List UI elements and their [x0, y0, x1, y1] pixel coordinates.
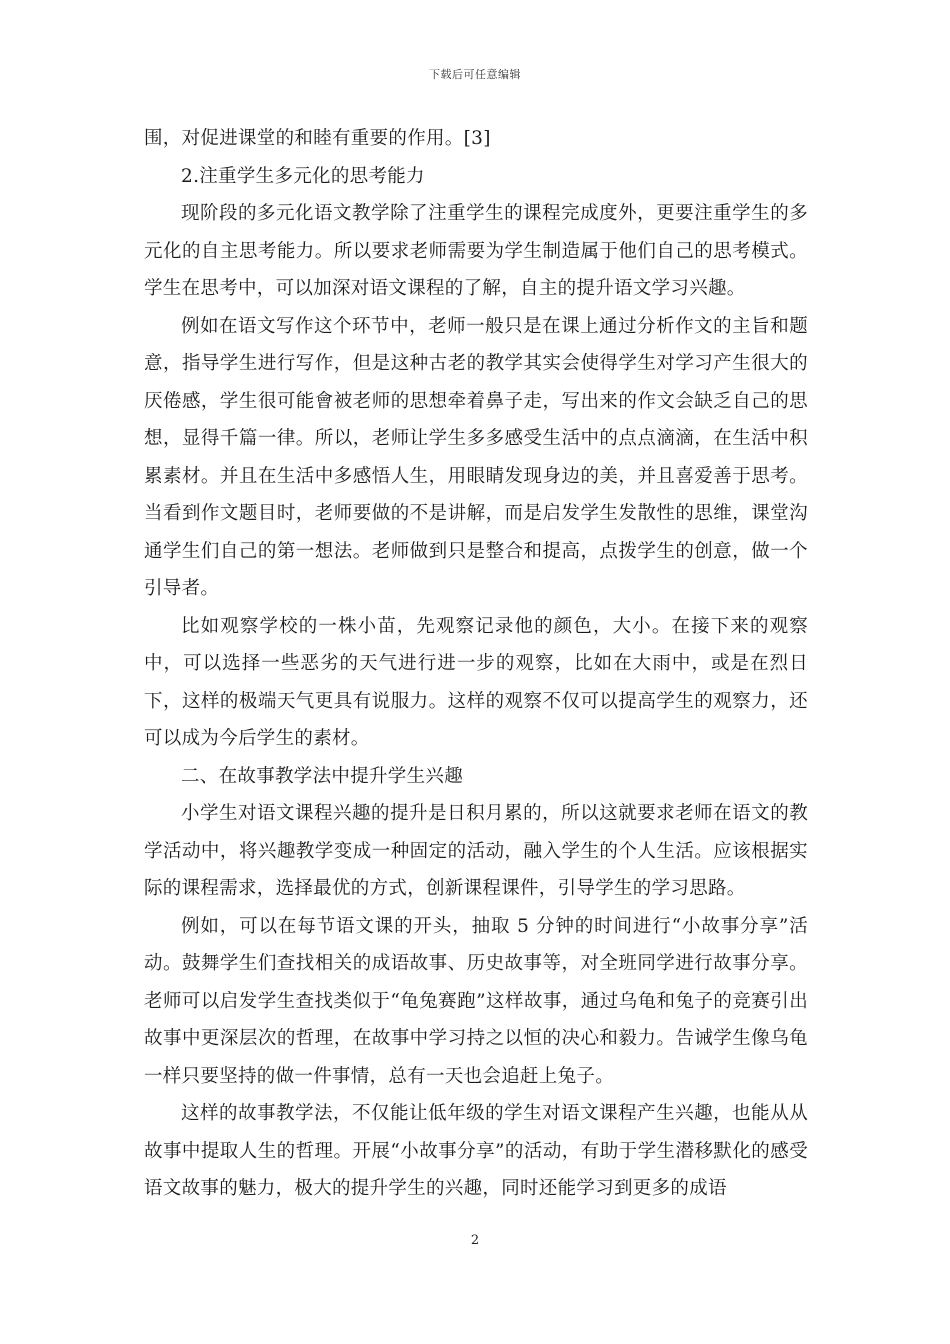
page-number: 2: [470, 1233, 480, 1248]
section-heading: 2.注重学生多元化的思考能力: [181, 165, 425, 187]
page-header: 下载后可任意编辑: [429, 68, 521, 81]
paragraph: 围，对促进课堂的和睦有重要的作用。[3]: [144, 128, 491, 149]
paragraph: 现阶段的多元化语文教学除了注重学生的课程完成度外，更要注重学生的多元化的自主思考能力。所以要求老师需要为学生制造属于他们自己的思考模式。学生在思考中，可以加深对语文课程的了解，自主的提升语文学习兴趣。: [144, 203, 808, 299]
paragraph: 小学生对语文课程兴趣的提升是日积月累的，所以这就要求老师在语文的教学活动中，将兴趣教学变成一种固定的活动，融入学生的个人生活。应该根据实际的课程需求，选择最优的方式，创新课程课件，引导学生的学习思路。: [144, 803, 808, 899]
paragraph: 例如在语文写作这个环节中，老师一般只是在课上通过分析作文的主旨和题意，指导学生进行写作，但是这种古老的教学其实会使得学生对学习产生很大的厌倦感，学生很可能會被老师的思想牵着鼻子走，写出来的作文会缺乏自己的思想，显得千篇一律。所以，老师让学生多多感受生活中的点点滴滴，在生活中积累素材。并且在生活中多感悟人生，用眼睛发现身边的美，并且喜爱善于思考。当看到作文题目时，老师要做的不是讲解，而是启发学生发散性的思维，课堂沟通学生们自己的第一想法。老师做到只是整合和提高，点拨学生的创意，做一个引导者。: [144, 315, 808, 599]
paragraph: 例如，可以在每节语文课的开头，抽取 5 分钟的时间进行“小故事分享”活动。鼓舞学生们查找相关的成语故事、历史故事等，对全班同学进行故事分享。老师可以启发学生查找类似于“龟兔赛跑”这样故事，通过乌龟和兔子的竞赛引出故事中更深层次的哲理，在故事中学习持之以恒的决心和毅力。告诫学生像乌龟一样只要坚持的做一件事情，总有一天也会追赶上兔子。: [144, 915, 808, 1087]
paragraph: 比如观察学校的一株小苗，先观察记录他的颜色，大小。在接下来的观察中，可以选择一些恶劣的天气进行进一步的观察，比如在大雨中，或是在烈日下，这样的极端天气更具有说服力。这样的观察不仅可以提高学生的观察力，还可以成为今后学生的素材。: [144, 615, 808, 749]
document-body: [144, 120, 808, 1208]
paragraph: 这样的故事教学法，不仅能让低年级的学生对语文课程产生兴趣，也能从从故事中提取人生的哲理。开展“小故事分享”的活动，有助于学生潜移默化的感受语文故事的魅力，极大的提升学生的兴趣，同时还能学习到更多的成语: [144, 1103, 808, 1199]
section-heading: 二、在故事教学法中提升学生兴趣: [181, 765, 464, 787]
